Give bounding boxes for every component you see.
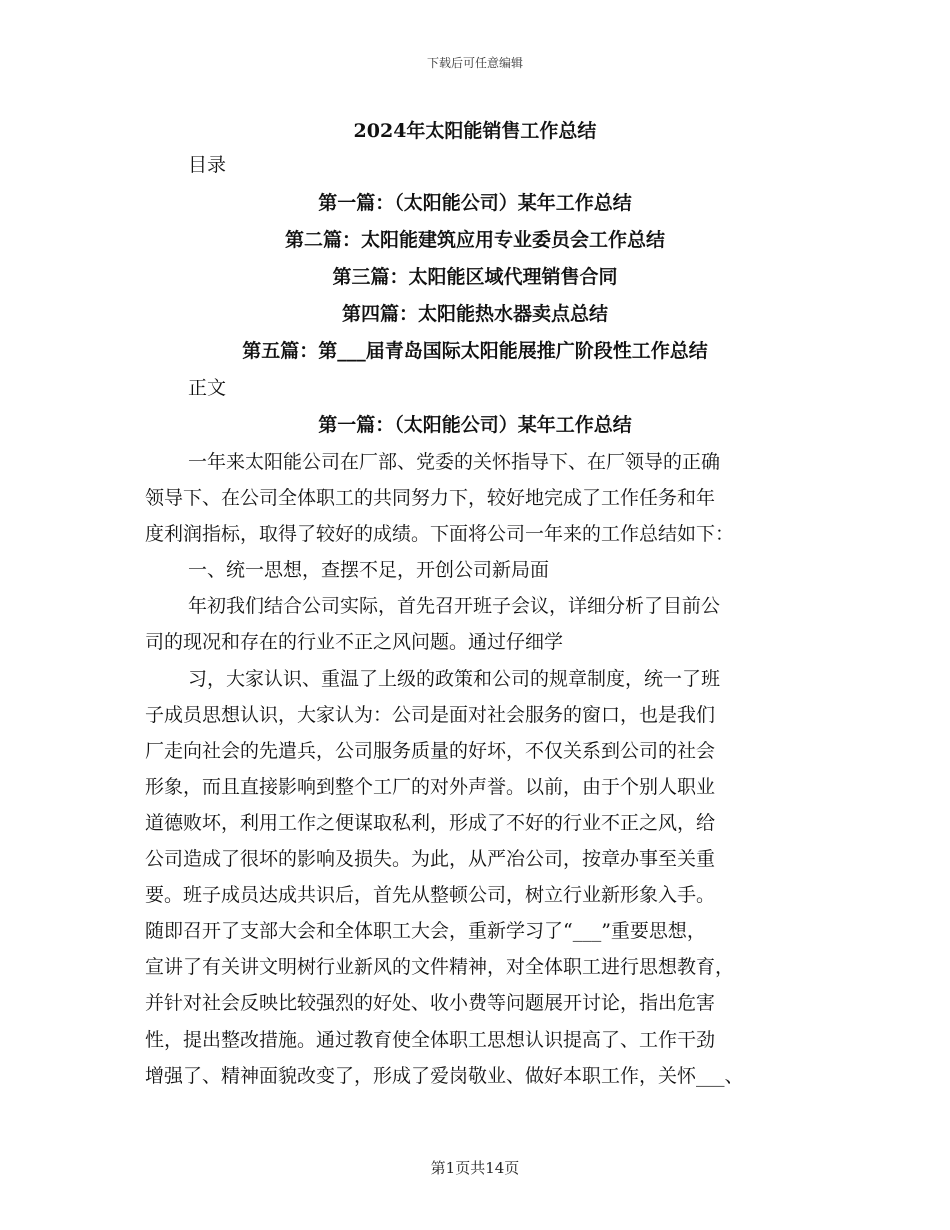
toc-item-5: 第五篇：第___届青岛国际太阳能展推广阶段性工作总结	[242, 340, 708, 362]
toc-item-3: 第三篇：太阳能区域代理销售合同	[332, 266, 618, 288]
paragraph-line: 形象，而且直接影响到整个工厂的对外声誉。以前，由于个别人职业	[145, 775, 716, 798]
paragraph-line: 子成员思想认识，大家认为：公司是面对社会服务的窗口，也是我们	[145, 703, 716, 726]
paragraph-line: 年初我们结合公司实际，首先召开班子会议，详细分析了目前公	[188, 595, 721, 618]
document-title: 2024年太阳能销售工作总结	[353, 120, 597, 142]
paragraph-line: 要。班子成员达成共识后，首先从整顿公司，树立行业新形象入手。	[145, 884, 716, 907]
paragraph-line: 性，提出整改措施。通过教育使全体职工思想认识提高了、工作干劲	[145, 1028, 716, 1051]
paragraph-line: 一、统一思想，查摆不足，开创公司新局面	[188, 559, 550, 582]
paragraph-line: 增强了、精神面貌改变了，形成了爱岗敬业、做好本职工作，关怀___、	[145, 1064, 744, 1087]
paragraph-line: 司的现况和存在的行业不正之风问题。通过仔细学	[145, 631, 564, 654]
page-footer: 第1页共14页	[430, 1159, 520, 1177]
header-note: 下载后可任意编辑	[426, 56, 523, 70]
paragraph-line: 并针对社会反映比较强烈的好处、收小费等问题展开讨论，指出危害	[145, 992, 716, 1015]
paragraph-line: 道德败坏，利用工作之便谋取私利，形成了不好的行业不正之风，给	[145, 811, 716, 834]
paragraph-line: 宣讲了有关讲文明树行业新风的文件精神，对全体职工进行思想教育，	[145, 956, 735, 979]
paragraph-line: 随即召开了支部大会和全体职工大会，重新学习了“___”重要思想，	[145, 920, 706, 943]
body-label: 正文	[188, 377, 227, 399]
paragraph-line: 一年来太阳能公司在厂部、党委的关怀指导下、在厂领导的正确	[188, 451, 721, 473]
body-text	[145, 444, 825, 1094]
section-heading: 第一篇：（太阳能公司）某年工作总结	[318, 414, 632, 436]
paragraph-line: 领导下、在公司全体职工的共同努力下，较好地完成了工作任务和年	[145, 487, 716, 510]
toc-label: 目录	[188, 154, 227, 176]
toc-item-2: 第二篇：太阳能建筑应用专业委员会工作总结	[284, 229, 665, 251]
paragraph-line: 习，大家认识、重温了上级的政策和公司的规章制度，统一了班	[188, 667, 721, 690]
paragraph-line: 公司造成了很坏的影响及损失。为此，从严冶公司，按章办事至关重	[145, 848, 716, 871]
paragraph-line: 度利润指标，取得了较好的成绩。下面将公司一年来的工作总结如下：	[145, 523, 735, 546]
toc-item-4: 第四篇：太阳能热水器卖点总结	[341, 303, 608, 325]
paragraph-line: 厂走向社会的先遣兵，公司服务质量的好坏，不仅关系到公司的社会	[145, 739, 716, 762]
toc-item-1: 第一篇：（太阳能公司）某年工作总结	[318, 192, 632, 214]
